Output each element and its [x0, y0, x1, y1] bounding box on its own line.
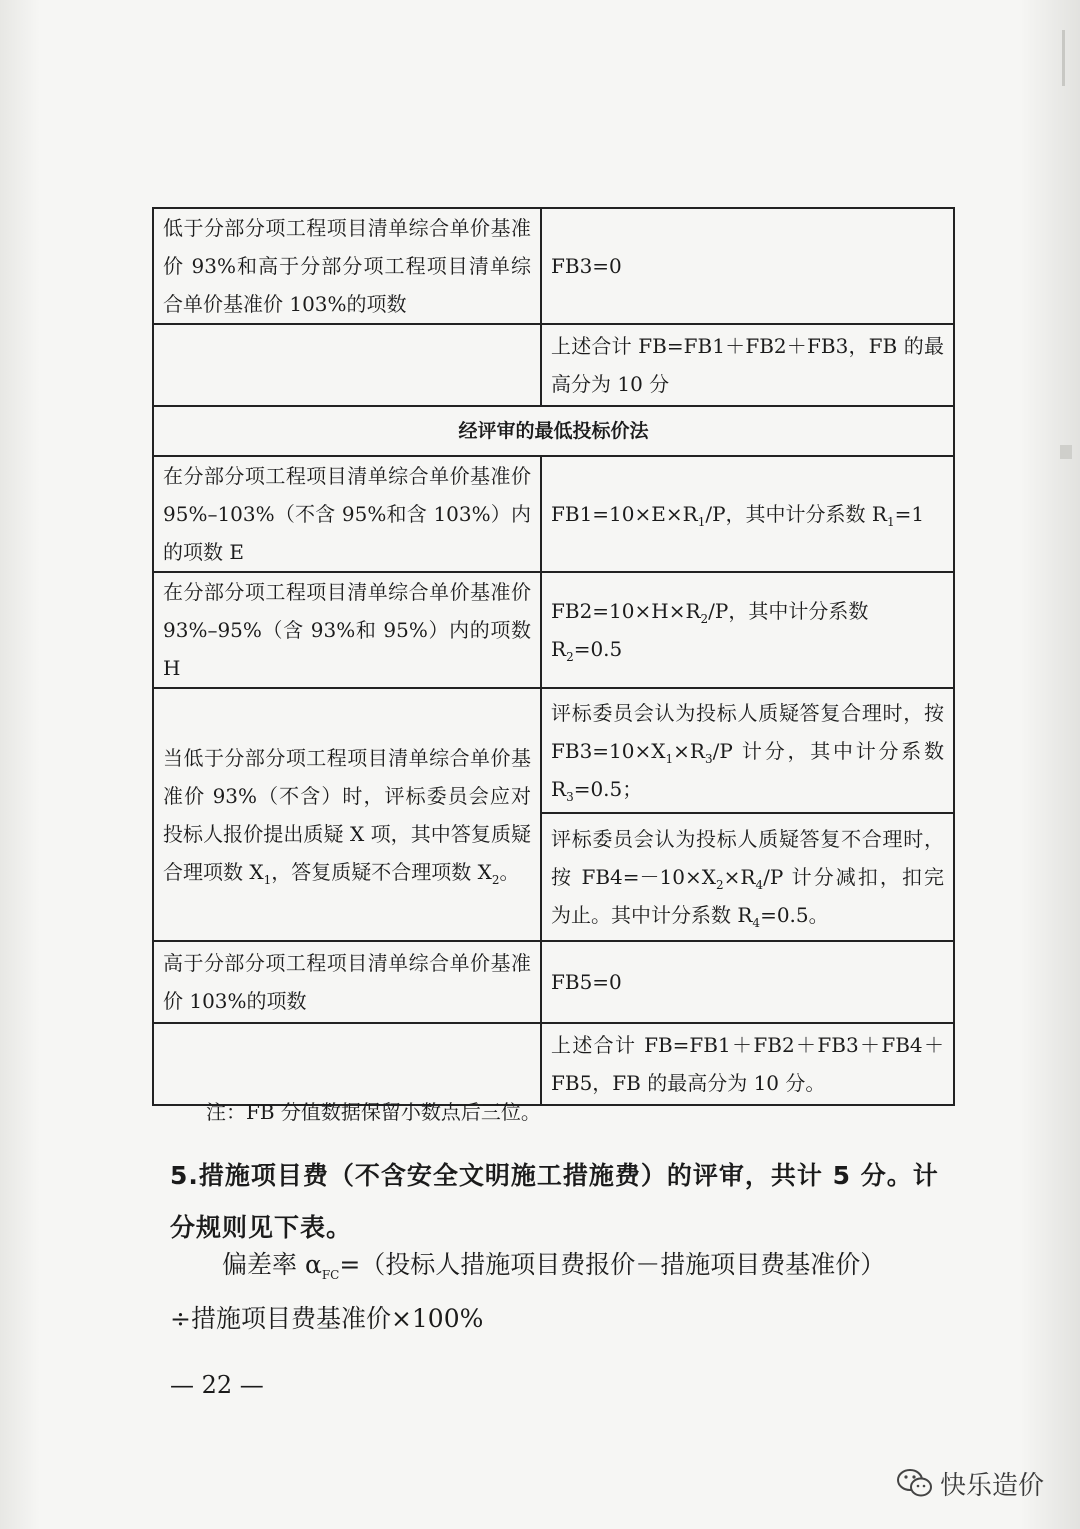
formula-cell: FB3=0: [541, 208, 954, 324]
formula-cell: FB5=0: [541, 941, 954, 1023]
empty-cell: [153, 1023, 541, 1105]
criteria-cell: 在分部分项工程项目清单综合单价基准价 95%–103%（不含 95%和含 103%）内的项数 E: [153, 456, 541, 572]
formula-cell: $FB1=10\times E\times R_1/P$，其中计分系数 $R_1=1$: [541, 456, 954, 572]
section-title: 经评审的最低投标价法: [153, 406, 954, 456]
criteria-cell: 高于分部分项工程项目清单综合单价基准价 103%的项数: [153, 941, 541, 1023]
watermark: [896, 1463, 1044, 1503]
table-row: [153, 208, 954, 324]
formula-cell: 评标委员会认为投标人质疑答复不合理时，按 $FB4=-10\times X_2\times R_4/P$ 计分减扣，扣完为止。其中计分系数 $R_4=0.5$。: [541, 813, 954, 941]
criteria-cell: 当低于分部分项工程项目清单综合单价基准价 93%（不含）时，评标委员会应对投标人报价提出质疑 X 项，其中答复质疑合理项数 $X_1$，答复质疑不合理项数 $X_2$。: [153, 688, 541, 941]
empty-cell: [153, 324, 541, 406]
watermark-text: 快乐造价: [940, 1470, 1045, 1501]
table-row: [153, 572, 954, 688]
page-number: — 22 —: [170, 1371, 264, 1399]
deviation-formula: [170, 1238, 960, 1346]
table-row: [153, 1023, 954, 1105]
scan-mark-right: [1060, 445, 1072, 459]
formula-cell: $FB2=10\times H\times R_2/P$，其中计分系数 $R_2=0.5$: [541, 572, 954, 688]
criteria-cell: 低于分部分项工程项目清单综合单价基准价 93%和高于分部分项工程项目清单综合单价基准价 103%的项数: [153, 208, 541, 324]
section-heading: 5.措施项目费（不含安全文明施工措施费）的评审，共计 5 分。计分规则见下表。: [170, 1161, 939, 1242]
scan-mark-top: [1062, 30, 1065, 86]
subtotal-cell: 上述合计 FB=FB1＋FB2＋FB3＋FB4＋FB5，FB 的最高分为 10 分。: [541, 1023, 954, 1105]
wechat-icon: [896, 1467, 934, 1499]
table-row: [153, 456, 954, 572]
formula-line-1: 偏差率 $\alpha_{FC}=$（投标人措施项目费报价－措施项目费基准价）: [222, 1250, 886, 1282]
table-row: [153, 941, 954, 1023]
subtotal-cell: 上述合计 FB=FB1＋FB2＋FB3，FB 的最高分为 10 分: [541, 324, 954, 406]
criteria-cell: 在分部分项工程项目清单综合单价基准价 93%–95%（含 93%和 95%）内的项数 H: [153, 572, 541, 688]
table-row: [153, 324, 954, 406]
table-note: 注：FB 分值数据保留小数点后三位。: [206, 1100, 541, 1124]
formula-line-2: ÷措施项目费基准价×100%: [170, 1304, 484, 1333]
scoring-table: [152, 207, 955, 1106]
formula-cell: 评标委员会认为投标人质疑答复合理时，按 $FB3=10\times X_1\times R_3/P$ 计分，其中计分系数 $R_3=0.5$；: [541, 688, 954, 813]
table-row: [153, 406, 954, 456]
table-row: [153, 688, 954, 813]
